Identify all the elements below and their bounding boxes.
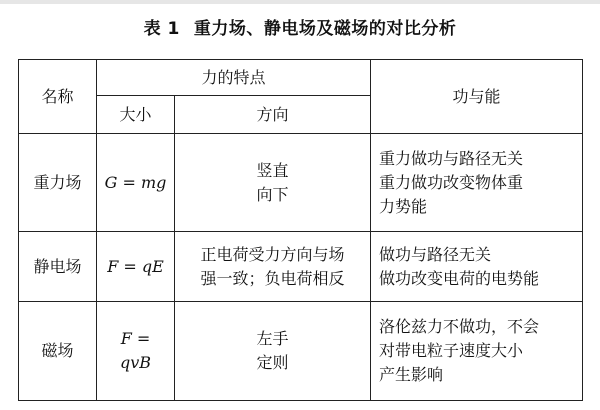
header-direction: 方向 [175, 96, 371, 134]
direction-line: 左手 [256, 329, 289, 348]
row-direction [175, 134, 371, 232]
header-name: 名称 [19, 60, 97, 134]
comparison-table [18, 59, 583, 401]
work-energy-line: 产生影响 [379, 365, 444, 384]
row-magnitude: G = mg [97, 134, 175, 232]
work-energy-line: 洛伦兹力不做功，不会 [379, 317, 540, 336]
row-direction [175, 302, 371, 401]
header-force-features: 力的特点 [97, 60, 371, 96]
header-magnitude: 大小 [97, 96, 175, 134]
row-magnitude: F = qvB [97, 302, 175, 401]
direction-line: 竖直 [256, 160, 289, 180]
row-name: 重力场 [19, 134, 97, 232]
work-energy-line: 做功与路径无关 [379, 244, 492, 264]
table-caption [0, 14, 600, 39]
work-energy-line: 力势能 [379, 196, 428, 216]
work-energy-line: 对带电粒子速度大小 [379, 341, 524, 360]
row-name: 磁场 [19, 302, 97, 401]
work-energy-line: 做功改变电荷的电势能 [379, 268, 540, 288]
table-row [19, 302, 583, 401]
row-direction [175, 232, 371, 302]
direction-line: 正电荷受力方向与场 [200, 244, 345, 264]
row-magnitude: F = qE [97, 232, 175, 302]
table-row [19, 232, 583, 302]
top-rule [0, 0, 600, 4]
table-number: 表 1 [143, 19, 180, 39]
header-work-energy: 功与能 [371, 60, 583, 134]
work-energy-line: 重力做功改变物体重 [379, 172, 524, 192]
table-title: 重力场、静电场及磁场的对比分析 [193, 19, 457, 39]
direction-line: 向下 [256, 184, 289, 204]
table-row [19, 134, 583, 232]
direction-line: 定则 [256, 353, 289, 372]
work-energy-line: 重力做功与路径无关 [379, 148, 524, 168]
header-row-1 [19, 60, 583, 96]
row-work-energy [371, 232, 583, 302]
row-work-energy [371, 134, 583, 232]
row-name: 静电场 [19, 232, 97, 302]
row-work-energy [371, 302, 583, 401]
direction-line: 强一致；负电荷相反 [200, 268, 345, 288]
